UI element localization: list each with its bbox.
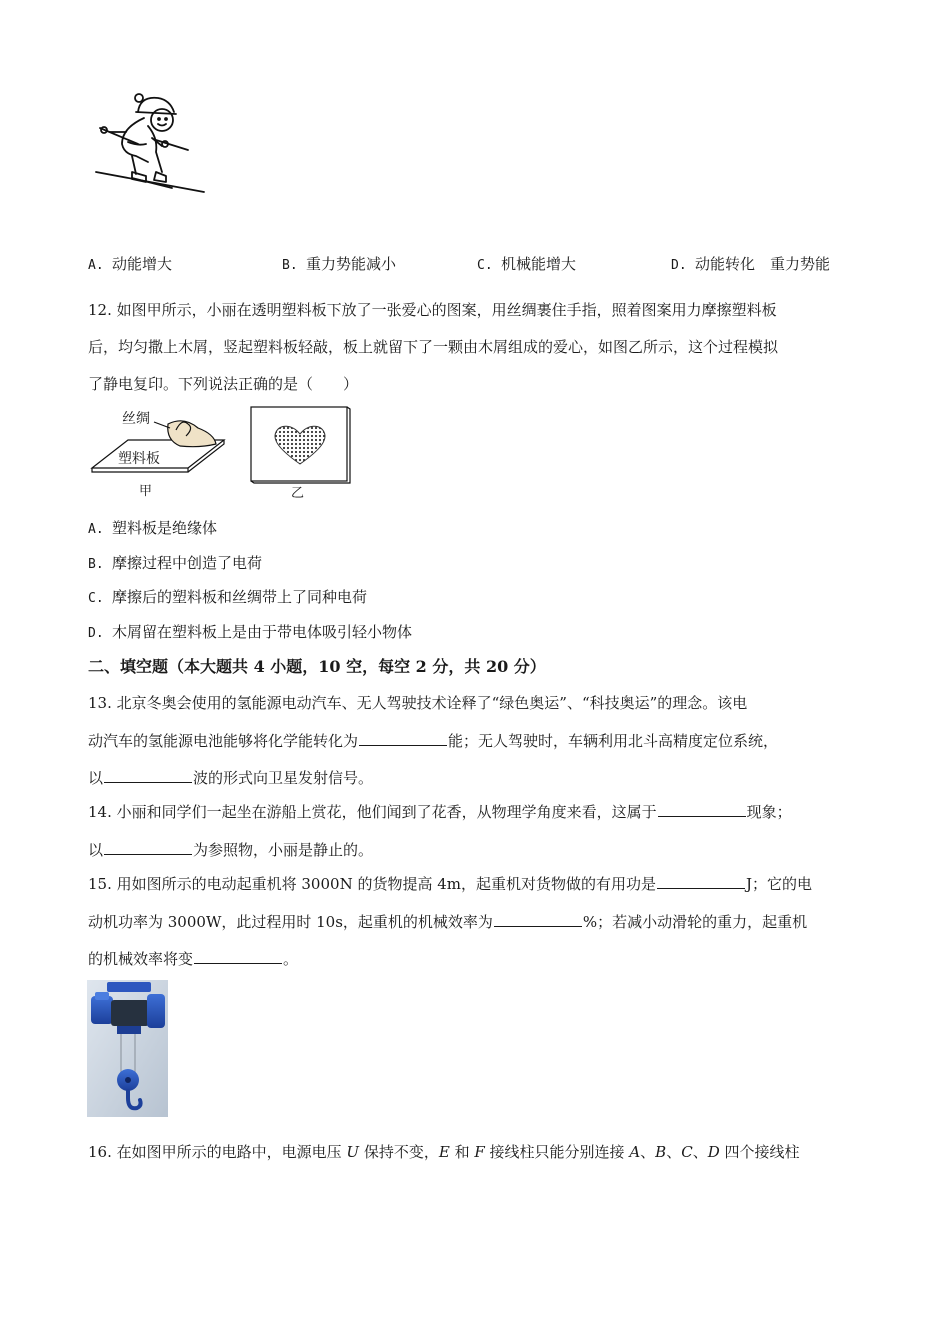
silk-label: 丝绸 xyxy=(122,411,150,427)
q11-option-b[interactable] xyxy=(282,254,396,276)
text-span: 以 xyxy=(88,769,104,787)
text-span: 以 xyxy=(88,841,104,859)
option-text: 动能转化 重力势能 xyxy=(695,255,831,273)
var-a: A xyxy=(629,1143,641,1161)
text-span: 为参照物，小丽是静止的。 xyxy=(193,841,374,859)
var-b: B xyxy=(655,1143,667,1161)
answer-blank[interactable] xyxy=(194,949,282,964)
figure-caption-b: 乙 xyxy=(291,486,305,501)
q12-figure-b xyxy=(250,406,352,484)
skier-figure xyxy=(92,92,207,197)
text-span: 16. 在如图甲所示的电路中，电源电压 xyxy=(88,1143,347,1161)
text-span: 动机功率为 3000W，此过程用时 10s，起重机的机械效率为 xyxy=(88,913,493,931)
q12-stem-line-2: 后，均匀撒上木屑，竖起塑料板轻敲，板上就留下了一颗由木屑组成的爱心，如图乙所示，这个过程模拟 xyxy=(88,338,779,356)
q12-option-a[interactable] xyxy=(88,518,217,540)
text-span: 、 xyxy=(640,1143,656,1161)
q12-option-c[interactable] xyxy=(88,587,367,609)
text-span: 和 xyxy=(449,1143,475,1161)
text-span: 动汽车的氢能源电池能够将化学能转化为 xyxy=(88,732,359,750)
q12-option-d[interactable] xyxy=(88,622,412,644)
option-text: 机械能增大 xyxy=(501,255,577,273)
option-key: C. xyxy=(88,591,104,606)
text-span: %；若减小动滑轮的重力，起重机 xyxy=(582,913,808,931)
option-key: C. xyxy=(477,258,493,273)
option-key: D. xyxy=(671,258,687,273)
option-key: B. xyxy=(88,557,104,572)
text-span: J；它的电 xyxy=(746,875,813,893)
text-span: 15. 用如图所示的电动起重机将 3000N 的货物提高 4m，起重机对货物做的有用功是 xyxy=(88,875,656,893)
q12-stem-line-3: 了静电复印。下列说法正确的是（ ） xyxy=(88,375,359,393)
crane-photo xyxy=(87,980,168,1117)
option-text: 摩擦过程中创造了电荷 xyxy=(112,554,263,572)
answer-blank[interactable] xyxy=(494,912,582,927)
q11-option-c[interactable] xyxy=(477,254,576,276)
text-span: 14. 小丽和同学们一起坐在游船上赏花，他们闻到了花香，从物理学角度来看，这属于 xyxy=(88,803,657,821)
q14-line-1 xyxy=(88,802,792,822)
q13-line-2 xyxy=(88,731,778,751)
plastic-label: 塑料板 xyxy=(118,451,160,467)
answer-blank[interactable] xyxy=(658,802,746,817)
var-f: F xyxy=(474,1143,485,1161)
text-span: 的机械效率将变 xyxy=(88,950,194,968)
answer-blank[interactable] xyxy=(104,768,192,783)
option-key: A. xyxy=(88,522,104,537)
option-key: B. xyxy=(282,258,298,273)
q16-line-1 xyxy=(88,1142,800,1162)
text-span: 、 xyxy=(692,1143,708,1161)
answer-blank[interactable] xyxy=(657,874,745,889)
q12-stem-line-1: 12. 如图甲所示，小丽在透明塑料板下放了一张爱心的图案，用丝绸裹住手指，照着图案用力摩擦塑料板 xyxy=(88,301,777,319)
answer-blank[interactable] xyxy=(104,840,192,855)
q14-line-2 xyxy=(88,840,373,860)
answer-blank[interactable] xyxy=(359,731,447,746)
option-text: 动能增大 xyxy=(112,255,173,273)
option-key: A. xyxy=(88,258,104,273)
var-u: U xyxy=(346,1143,360,1161)
option-key: D. xyxy=(88,626,104,641)
var-d: D xyxy=(707,1143,720,1161)
q11-option-a[interactable] xyxy=(88,254,172,276)
option-text: 塑料板是绝缘体 xyxy=(112,519,218,537)
text-span: 、 xyxy=(666,1143,682,1161)
section-heading: 二、填空题（本大题共 4 小题，10 空，每空 2 分，共 20 分） xyxy=(88,657,546,676)
text-span: 现象； xyxy=(746,803,792,821)
figure-caption-a: 甲 xyxy=(139,484,153,499)
q13-line-3 xyxy=(88,768,373,788)
text-span: 能；无人驾驶时，车辆利用北斗高精度定位系统， xyxy=(448,732,779,750)
var-e: E xyxy=(438,1143,450,1161)
option-text: 摩擦后的塑料板和丝绸带上了同种电荷 xyxy=(112,588,368,606)
q11-option-d[interactable] xyxy=(671,254,830,276)
var-c: C xyxy=(681,1143,693,1161)
option-text: 重力势能减小 xyxy=(306,255,397,273)
text-span: 。 xyxy=(283,950,299,968)
option-text: 木屑留在塑料板上是由于带电体吸引轻小物体 xyxy=(112,623,413,641)
q15-line-3 xyxy=(88,949,298,969)
text-span: 接线柱只能分别连接 xyxy=(484,1143,630,1161)
q12-option-b[interactable] xyxy=(88,553,262,575)
text-span: 四个接线柱 xyxy=(719,1143,800,1161)
text-span: 波的形式向卫星发射信号。 xyxy=(193,769,374,787)
q13-line-1: 13. 北京冬奥会使用的氢能源电动汽车、无人驾驶技术诠释了“绿色奥运”、“科技奥运”的理念。该电 xyxy=(88,694,748,712)
text-span: 保持不变， xyxy=(359,1143,439,1161)
q15-line-2 xyxy=(88,912,807,932)
q15-line-1 xyxy=(88,874,812,894)
